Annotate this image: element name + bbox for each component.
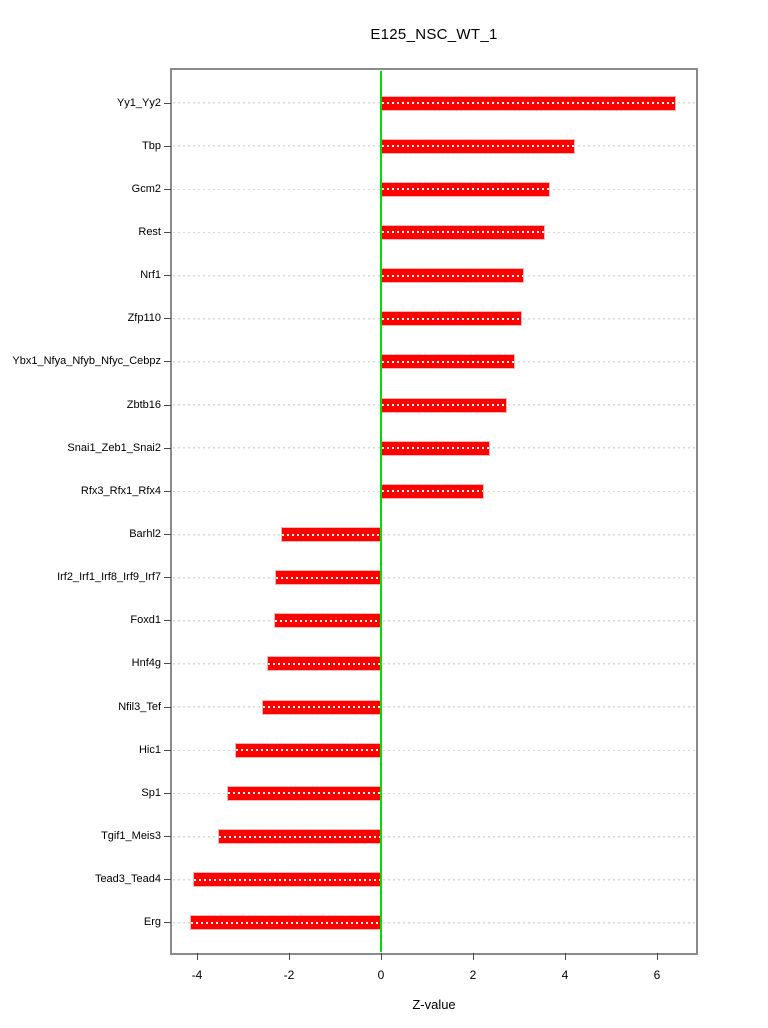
chart-title: E125_NSC_WT_1 [370,26,498,43]
bar [381,268,524,283]
x-tick [289,953,290,960]
bar-gridline-overlay [219,836,380,838]
x-tick-label: -2 [283,968,295,982]
y-tick [164,879,171,880]
y-tick [164,318,171,319]
bar-gridline-overlay [382,275,523,277]
gridline [173,620,695,622]
bar-label: Irf2_Irf1_Irf8_Irf9_Irf7 [57,571,161,584]
bar [381,96,676,111]
y-tick [164,707,171,708]
bar [262,700,381,715]
y-tick [164,361,171,362]
x-tick [565,953,566,960]
x-tick [197,953,198,960]
bar [274,613,381,628]
bar-gridline-overlay [263,706,380,708]
bar-gridline-overlay [382,447,489,449]
bar [218,829,381,844]
bar [281,527,381,542]
x-tick [473,953,474,960]
bar [381,139,575,154]
gridline [173,534,695,536]
y-tick [164,405,171,406]
bar-gridline-overlay [191,922,380,924]
bar-label: Yy1_Yy2 [116,96,161,109]
y-tick [164,189,171,190]
bar-label: Sp1 [141,786,161,799]
x-tick-label: -4 [191,968,203,982]
bar-label: Tead3_Tead4 [94,873,161,886]
y-tick [164,793,171,794]
gridline [173,663,695,665]
bar [190,915,381,930]
bar-label: Nrf1 [140,269,161,282]
bar-gridline-overlay [382,145,574,147]
bar-label: Rest [138,225,161,238]
x-tick-label: 2 [469,968,477,982]
bar [381,441,490,456]
bar-label: Hic1 [138,743,161,756]
gridline [173,706,695,708]
y-tick [164,534,171,535]
bar-label: Nfil3_Tef [118,700,161,713]
bar [381,182,550,197]
x-tick-label: 6 [653,968,661,982]
bar-gridline-overlay [382,490,483,492]
bar-gridline-overlay [275,620,380,622]
y-tick [164,146,171,147]
bar [235,743,381,758]
bar-gridline-overlay [236,749,380,751]
bar-label: Zbtb16 [126,398,161,411]
bar [227,786,381,801]
y-tick [164,620,171,621]
x-tick-label: 0 [377,968,385,982]
bar-label: Foxd1 [130,614,161,627]
bar-label: Erg [143,916,161,929]
bar [381,311,522,326]
bar [381,398,507,413]
x-tick [657,953,658,960]
bar-gridline-overlay [382,231,544,233]
y-tick [164,491,171,492]
bar-label: Hnf4g [131,657,161,670]
y-tick [164,836,171,837]
y-tick [164,448,171,449]
plot-box [170,68,698,955]
bar-label: Tbp [142,139,161,152]
bar-label: Barhl2 [129,528,161,540]
x-axis-title: Z-value [412,997,456,1012]
y-tick [164,577,171,578]
bar-gridline-overlay [382,188,549,190]
x-tick-label: 4 [561,968,569,982]
bar [381,354,515,369]
bar-gridline-overlay [382,404,506,406]
y-tick [164,103,171,104]
y-tick [164,922,171,923]
bar-label: Snai1_Zeb1_Snai2 [67,441,161,454]
bar-gridline-overlay [194,879,380,881]
bar-gridline-overlay [382,318,521,320]
bar [381,225,545,240]
bar-label: Gcm2 [131,182,161,195]
bar-label: Ybx1_Nfya_Nfyb_Nfyc_Cebpz [12,355,161,368]
bar-gridline-overlay [382,361,514,363]
y-tick [164,232,171,233]
bar-gridline-overlay [268,663,380,665]
bar-gridline-overlay [228,792,380,794]
bar [193,872,381,887]
zero-line [380,71,382,952]
y-tick [164,275,171,276]
y-tick [164,663,171,664]
y-tick [164,750,171,751]
x-tick [381,953,382,960]
bar-gridline-overlay [382,102,675,104]
bar-label: Rfx3_Rfx1_Rfx4 [80,484,161,497]
gridline [173,577,695,579]
bar [381,484,484,499]
bar-label: Zfp110 [127,312,161,325]
bar-label: Tgif1_Meis3 [101,830,161,843]
bar-gridline-overlay [276,577,380,579]
bar [267,656,381,671]
bar-gridline-overlay [282,534,380,536]
bar [275,570,381,585]
